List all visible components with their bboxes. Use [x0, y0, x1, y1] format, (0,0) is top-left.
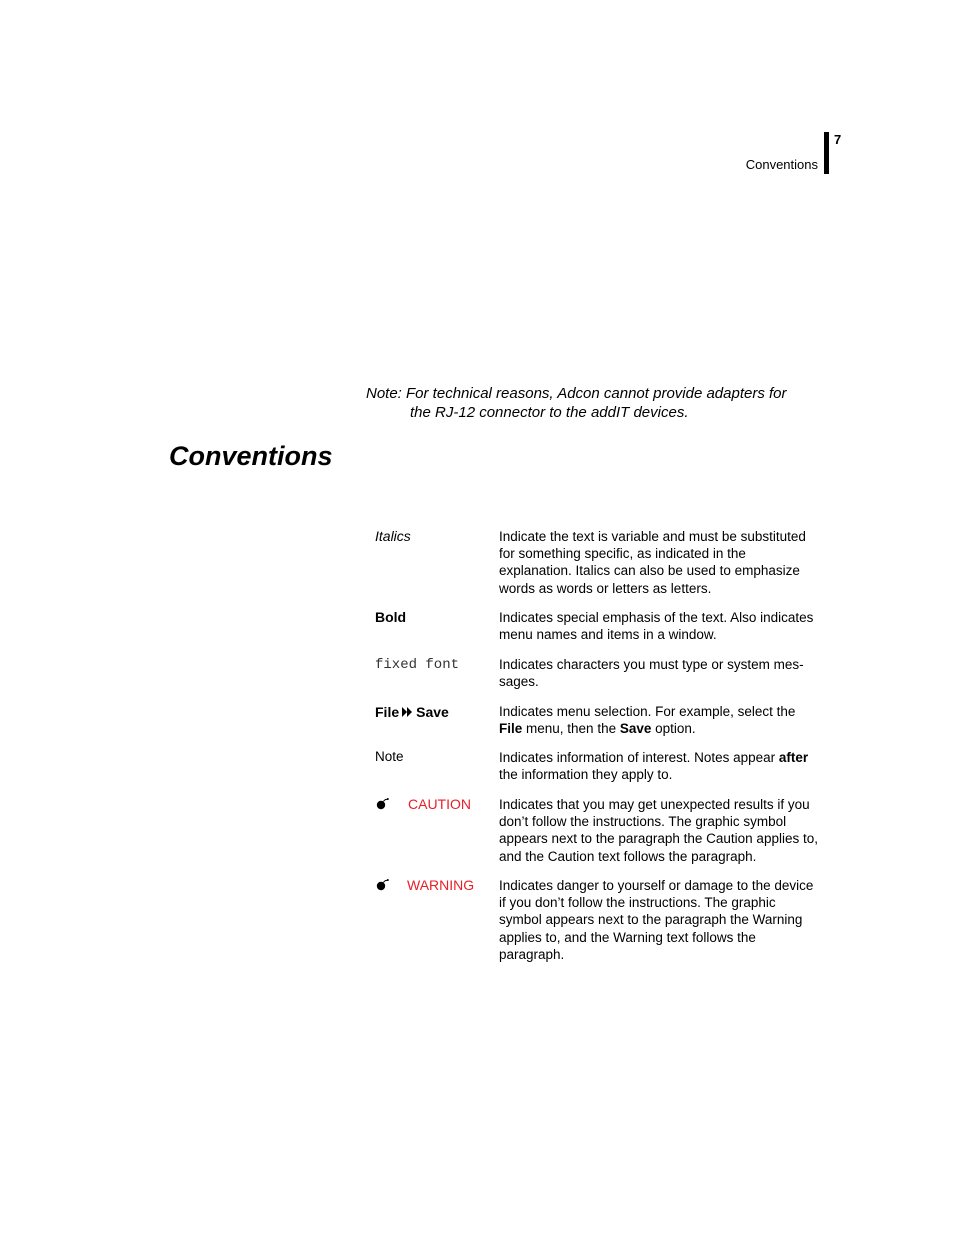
desc-menu-text-2: menu, then the [522, 721, 620, 737]
term-caution: CAUTION [408, 796, 471, 812]
term-menu-selection [375, 704, 449, 720]
desc-note [499, 749, 821, 783]
running-header-title: Conventions [745, 157, 818, 172]
desc-menu-text-1: Indicates menu selection. For example, select the [499, 704, 796, 719]
desc-menu-text-3: option. [651, 721, 696, 737]
section-heading: Conventions [169, 441, 333, 471]
desc-italics: Indicate the text is variable and must be substituted for something specific, as indicated in the explanation. Italics can also be used to emphasize words as words or letters as letters. [499, 529, 806, 596]
desc-note-bold-after: after [778, 750, 809, 765]
term-menu-file: File [375, 704, 400, 720]
double-arrow-icon [402, 707, 413, 717]
desc-fixed-font-line-1: Indicates characters you must type or system mes- [499, 657, 804, 672]
term-note: Note [375, 749, 404, 764]
note-line-2: the RJ-12 connector to the addIT devices. [410, 404, 689, 421]
term-fixed-font: fixed font [375, 657, 460, 673]
desc-note-text-1: Indicates information of interest. Notes appear [499, 750, 779, 765]
term-bold: Bold [375, 609, 407, 625]
note-line-1: Note: For technical reasons, Adcon cannot provide adapters for [366, 385, 787, 402]
term-warning: WARNING [407, 877, 475, 893]
desc-fixed-font-line-2: sages. [499, 674, 539, 690]
term-italics: Italics [375, 528, 411, 544]
desc-menu-selection [499, 703, 821, 737]
desc-caution: Indicates that you may get unexpected results if you don’t follow the instructions. The graphic symbol appears next to the paragraph the Caution applies to, and the Caution text follows the paragraph. [499, 797, 818, 864]
bomb-icon [376, 797, 389, 815]
header-rule [824, 132, 829, 174]
desc-fixed-font [499, 656, 821, 690]
bomb-icon [376, 878, 389, 896]
page-number: 7 [834, 132, 842, 147]
desc-warning: Indicates danger to yourself or damage to the device if you don’t follow the instructions. The graphic symbol appears next to the paragraph the Warning applies to, and the Warning text follows the paragraph. [499, 878, 814, 962]
desc-menu-bold-save: Save [619, 721, 652, 737]
desc-menu-bold-file: File [499, 721, 523, 737]
term-menu-save: Save [416, 704, 449, 720]
desc-note-text-2: the information they apply to. [499, 767, 673, 783]
desc-bold: Indicates special emphasis of the text. Also indicates menu names and items in a window. [499, 610, 814, 643]
